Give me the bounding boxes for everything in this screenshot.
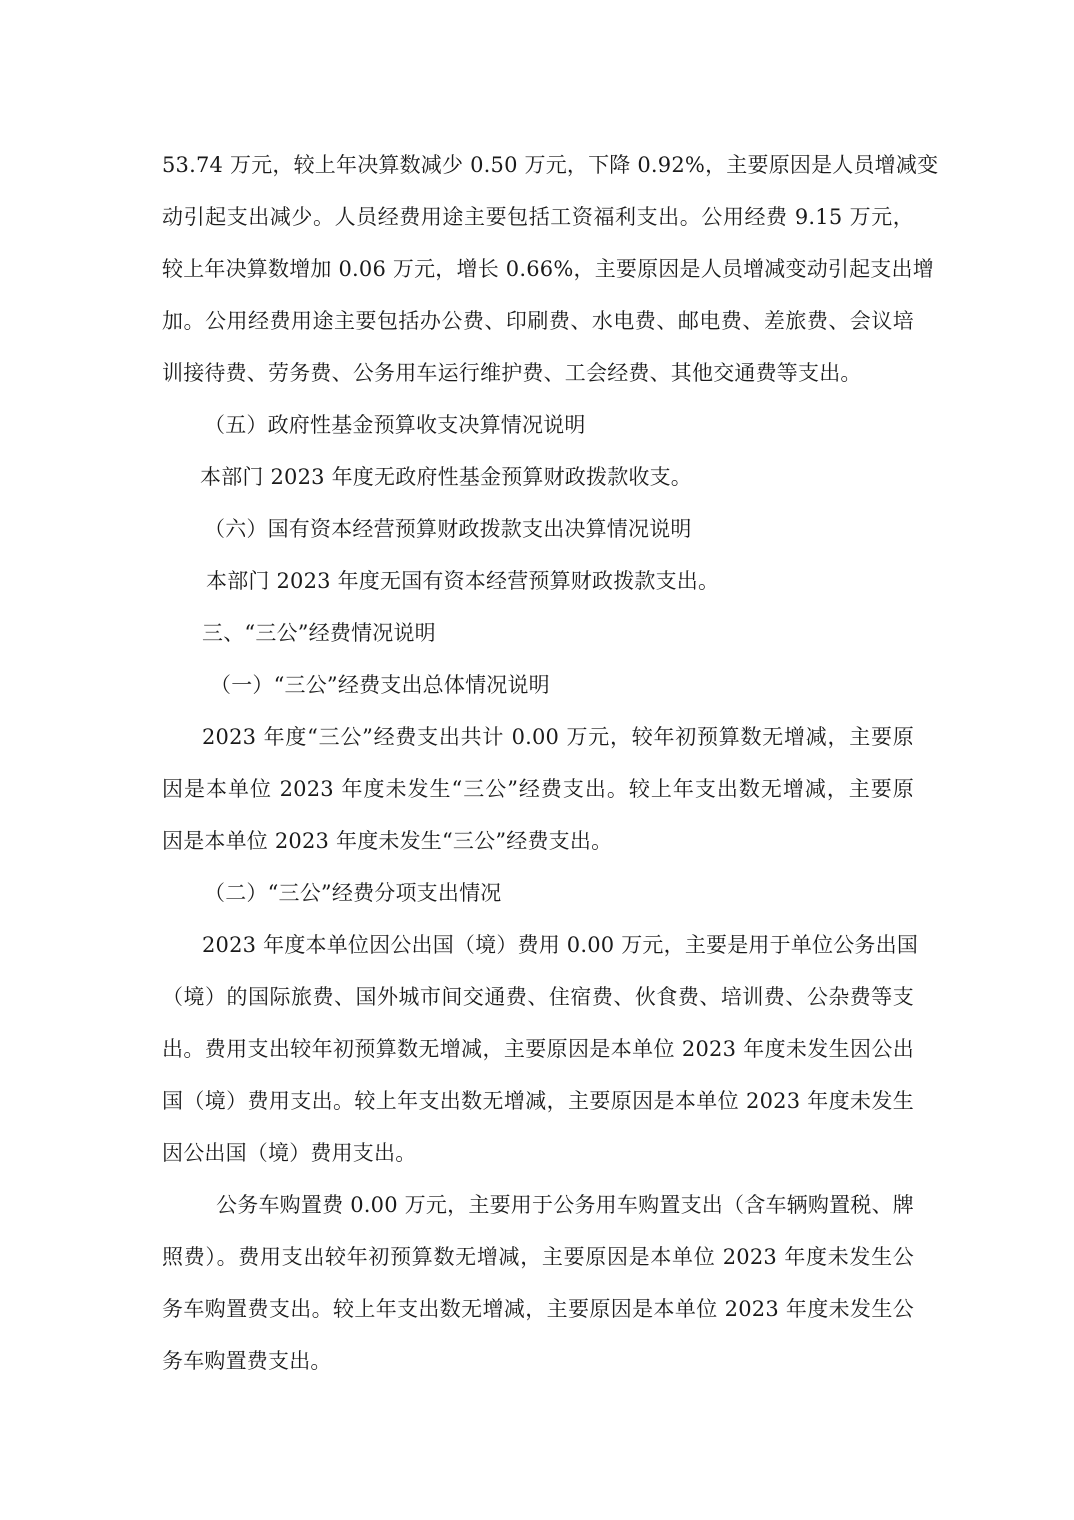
paragraph-line: 因公出国（境）费用支出。: [162, 1141, 417, 1165]
paragraph-line: 国（境）费用支出。较上年支出数无增减，主要原因是本单位 2023 年度未发生: [162, 1089, 914, 1113]
subsection-heading-2: （二）“三公”经费分项支出情况: [204, 881, 502, 905]
chapter-heading-3: 三、“三公”经费情况说明: [202, 621, 436, 645]
subsection-heading-1: （一）“三公”经费支出总体情况说明: [210, 673, 550, 697]
paragraph-line: 2023 年度本单位因公出国（境）费用 0.00 万元，主要是用于单位公务出国: [202, 933, 919, 957]
paragraph-line: 出。费用支出较年初预算数无增减，主要原因是本单位 2023 年度未发生因公出: [162, 1037, 914, 1061]
paragraph-line: 2023 年度“三公”经费支出共计 0.00 万元，较年初预算数无增减，主要原: [202, 725, 914, 749]
section-heading-5: （五）政府性基金预算收支决算情况说明: [204, 413, 586, 437]
paragraph-line: 训接待费、劳务费、公务用车运行维护费、工会经费、其他交通费等支出。: [162, 361, 862, 385]
paragraph-line: （境）的国际旅费、国外城市间交通费、住宿费、伙食费、培训费、公杂费等支: [162, 985, 914, 1009]
section-heading-6: （六）国有资本经营预算财政拨款支出决算情况说明: [204, 517, 692, 541]
paragraph-line: 动引起支出减少。人员经费用途主要包括工资福利支出。公用经费 9.15 万元，: [162, 205, 914, 229]
paragraph-line: 53.74 万元，较上年决算数减少 0.50 万元，下降 0.92%，主要原因是人员增减变: [162, 153, 939, 177]
paragraph-line: 照费）。费用支出较年初预算数无增减，主要原因是本单位 2023 年度未发生公: [162, 1245, 914, 1269]
paragraph-line: 务车购置费支出。: [162, 1349, 332, 1373]
paragraph-line: 务车购置费支出。较上年支出数无增减，主要原因是本单位 2023 年度未发生公: [162, 1297, 914, 1321]
paragraph-line: 本部门 2023 年度无政府性基金预算财政拨款收支。: [200, 465, 692, 489]
paragraph-line: 较上年决算数增加 0.06 万元，增长 0.66%，主要原因是人员增减变动引起支出增: [162, 257, 934, 281]
paragraph-line: 加。公用经费用途主要包括办公费、印刷费、水电费、邮电费、差旅费、会议培: [162, 309, 914, 333]
paragraph-line: 本部门 2023 年度无国有资本经营预算财政拨款支出。: [206, 569, 720, 593]
paragraph-line: 因是本单位 2023 年度未发生“三公”经费支出。较上年支出数无增减，主要原: [162, 777, 914, 801]
paragraph-line: 因是本单位 2023 年度未发生“三公”经费支出。: [162, 829, 613, 853]
paragraph-line: 公务车购置费 0.00 万元，主要用于公务用车购置支出（含车辆购置税、牌: [216, 1193, 914, 1217]
